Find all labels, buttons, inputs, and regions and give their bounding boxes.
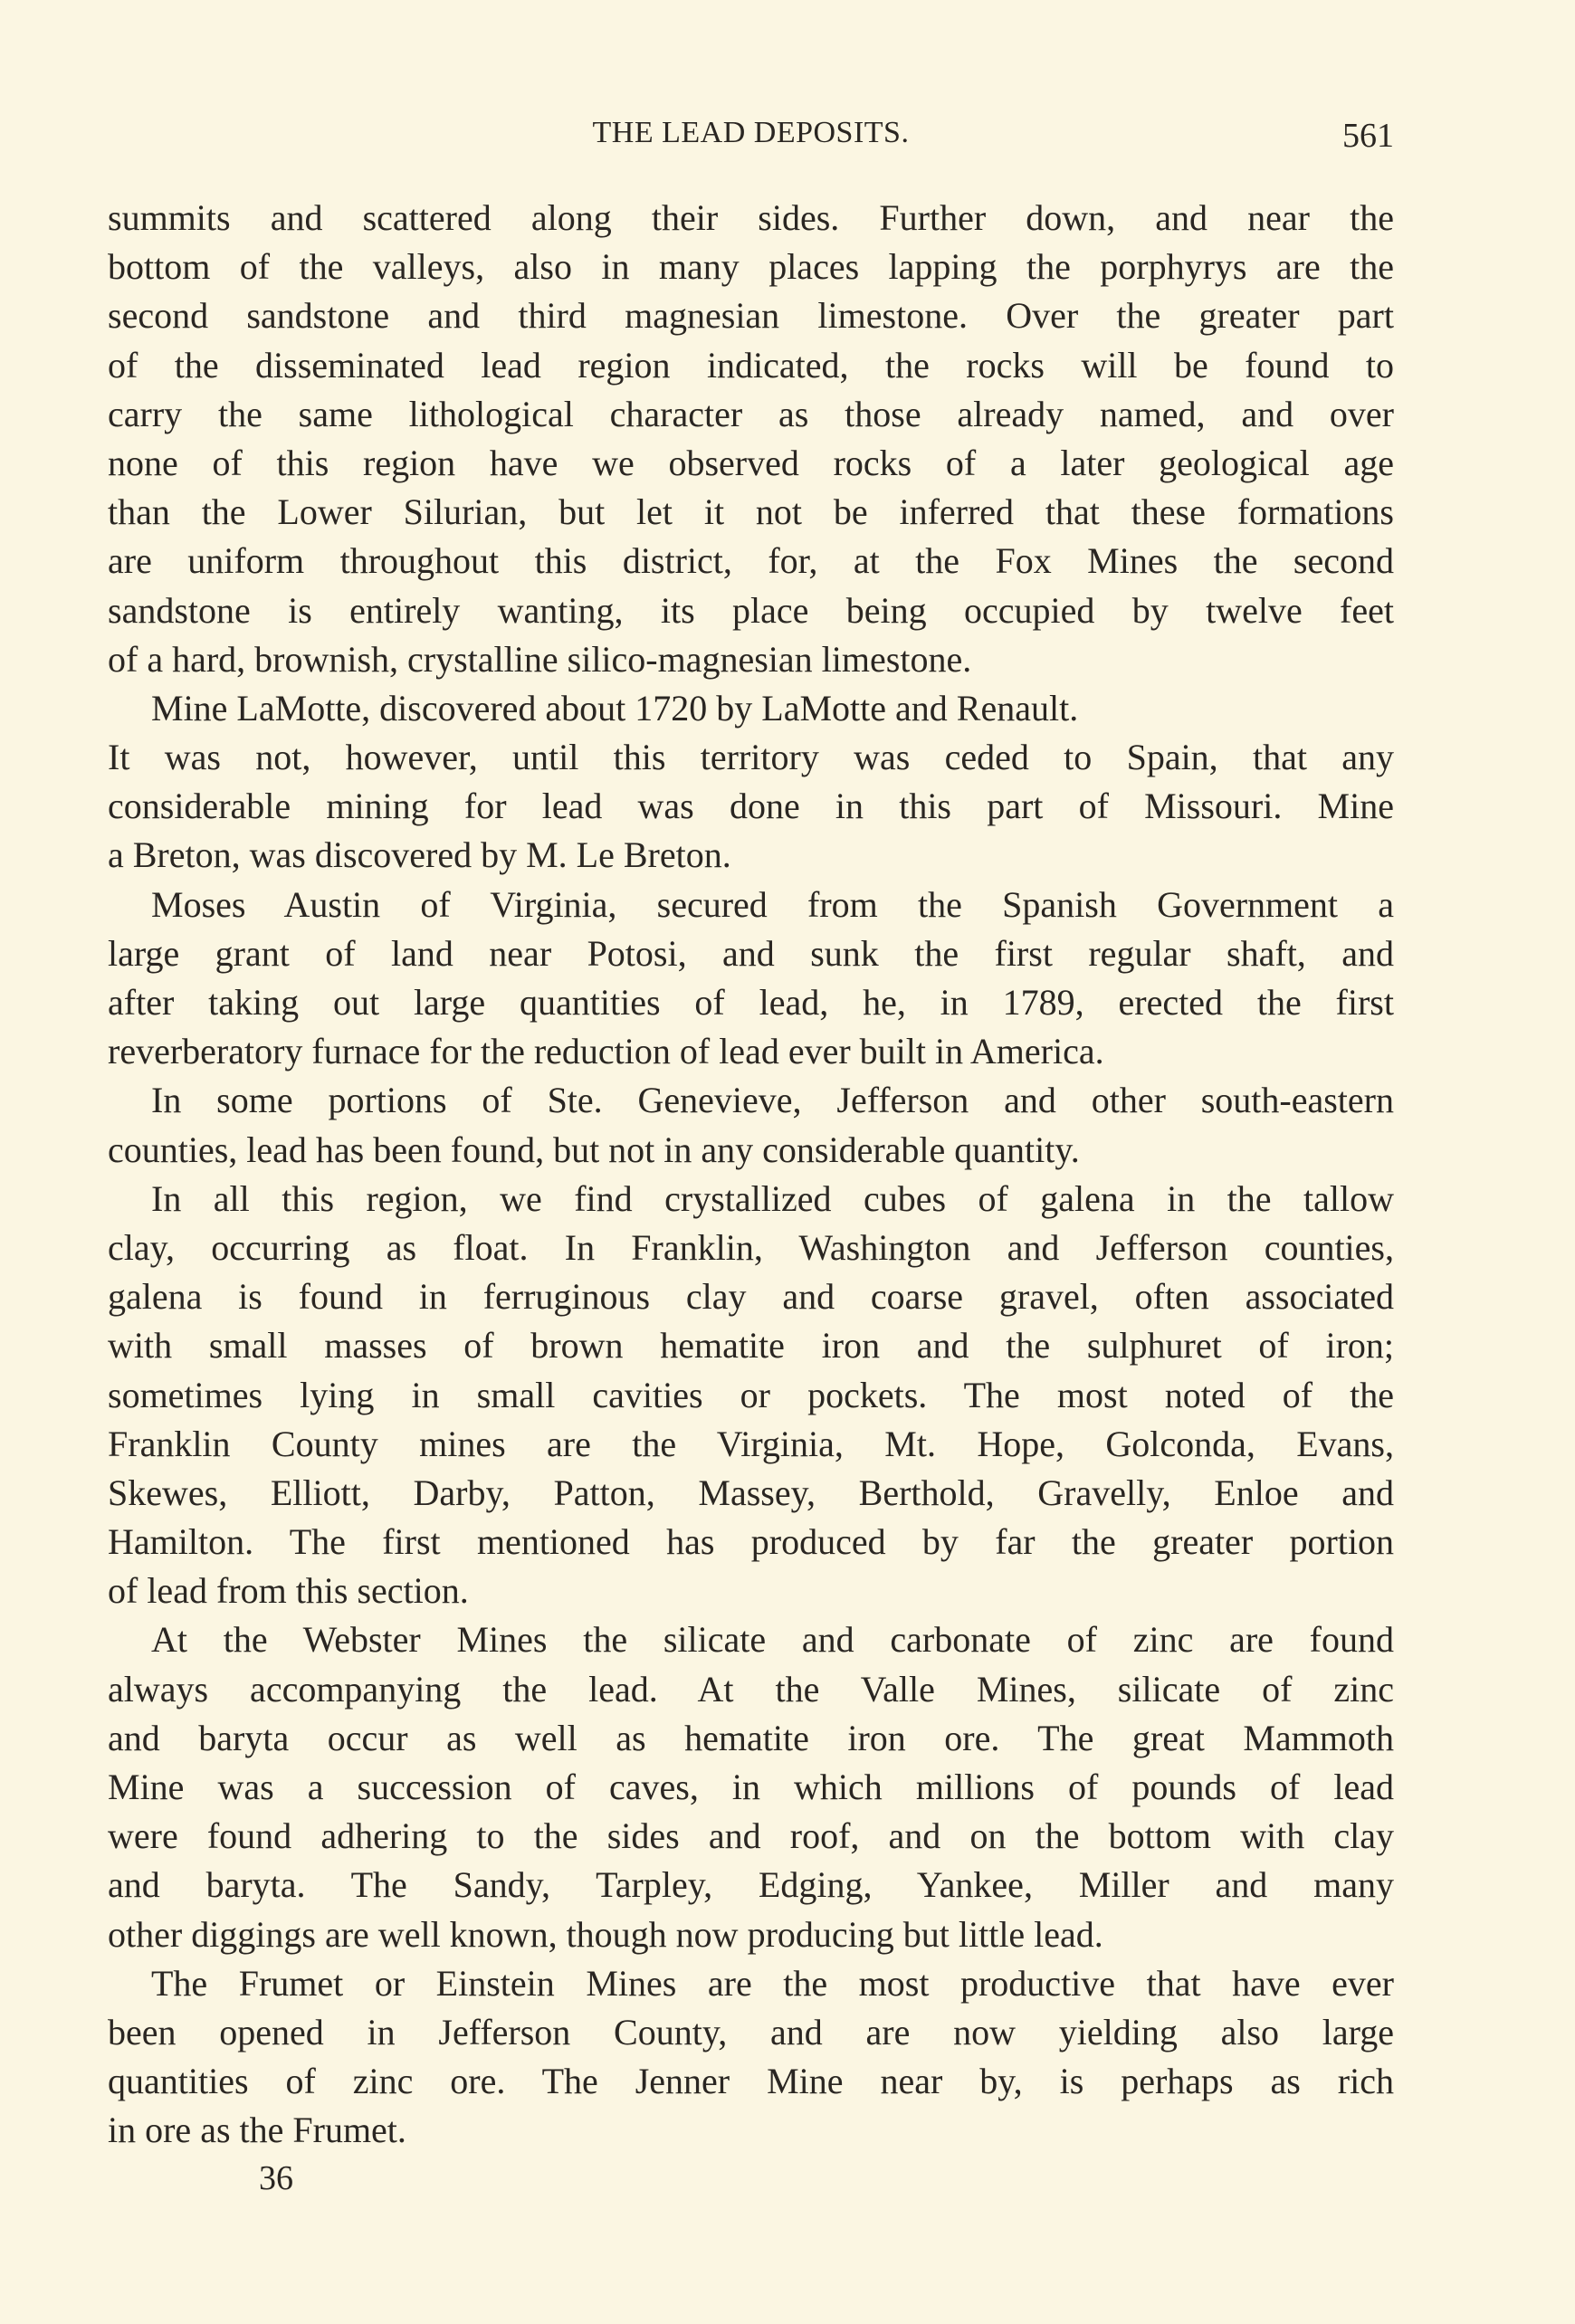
text-line: In some portions of Ste. Genevieve, Jefferson and other south-eastern (151, 1080, 1394, 1121)
body-text (108, 194, 1394, 2156)
text-line: after taking out large quantities of lead, he, in 1789, erected the first (108, 982, 1394, 1023)
text-line: sometimes lying in small cavities or pockets. The most noted of the (108, 1374, 1394, 1415)
text-line: other diggings are well known, though now producing but little lead. (108, 1913, 1103, 1955)
text-line: At the Webster Mines the silicate and carbonate of zinc are found (151, 1619, 1394, 1661)
text-line: carry the same lithological character as those already named, and over (108, 393, 1394, 434)
text-line: The Frumet or Einstein Mines are the most productive that have ever (151, 1962, 1394, 2004)
text-line: are uniform throughout this district, for, at the Fox Mines the second (108, 540, 1394, 582)
text-line: Hamilton. The first mentioned has produced by far the greater portion (108, 1521, 1394, 1563)
text-line: of lead from this section. (108, 1570, 469, 1612)
text-line: a Breton, was discovered by M. Le Breton. (108, 834, 731, 876)
text-line: always accompanying the lead. At the Valle Mines, silicate of zinc (108, 1668, 1394, 1710)
text-line: with small masses of brown hematite iron and the sulphuret of iron; (108, 1325, 1394, 1367)
text-line: large grant of land near Potosi, and sunk the first regular shaft, and (108, 932, 1394, 974)
text-line: In all this region, we find crystallized cubes of galena in the tallow (151, 1177, 1394, 1219)
text-line: reverberatory furnace for the reduction of lead ever built in America. (108, 1031, 1104, 1072)
text-line: counties, lead has been found, but not in any considerable quantity. (108, 1129, 1080, 1170)
text-line: bottom of the valleys, also in many places lapping the porphyrys are the (108, 246, 1394, 288)
text-line: quantities of zinc ore. The Jenner Mine near by, is perhaps as rich (108, 2061, 1394, 2102)
text-line: and baryta occur as well as hematite iron ore. The great Mammoth (108, 1717, 1394, 1758)
text-line: summits and scattered along their sides. Further down, and near the (108, 197, 1394, 238)
signature-mark: 36 (259, 2159, 293, 2197)
text-line: Mine LaMotte, discovered about 1720 by LaMotte and Renault. (151, 687, 1079, 729)
text-line: were found adhering to the sides and roof, and on the bottom with clay (108, 1815, 1394, 1857)
running-head-title: THE LEAD DEPOSITS. (592, 116, 910, 149)
text-line: considerable mining for lead was done in this part of Missouri. Mine (108, 786, 1394, 827)
text-line: been opened in Jefferson County, and are now yielding also large (108, 2011, 1394, 2053)
text-line: than the Lower Silurian, but let it not be inferred that these formations (108, 491, 1394, 533)
text-line: none of this region have we observed rocks of a later geological age (108, 442, 1394, 483)
text-line: of a hard, brownish, crystalline silico-magnesian limestone. (108, 638, 972, 680)
text-line: It was not, however, until this territory was ceded to Spain, that any (108, 737, 1394, 778)
text-line: Skewes, Elliott, Darby, Patton, Massey, Berthold, Gravelly, Enloe and (108, 1472, 1394, 1513)
text-line: Franklin County mines are the Virginia, Mt. Hope, Golconda, Evans, (108, 1423, 1394, 1464)
text-line: clay, occurring as float. In Franklin, Washington and Jefferson counties, (108, 1226, 1394, 1268)
text-line: sandstone is entirely wanting, its place being occupied by twelve feet (108, 589, 1394, 631)
page-number: 561 (1342, 117, 1394, 155)
running-head (108, 116, 1394, 156)
text-line: Mine was a succession of caves, in which millions of pounds of lead (108, 1767, 1394, 1807)
text-line: galena is found in ferruginous clay and coarse gravel, often associated (108, 1276, 1394, 1318)
text-line: of the disseminated lead region indicated, the rocks will be found to (108, 344, 1394, 386)
text-line: Moses Austin of Virginia, secured from the Spanish Government a (151, 883, 1394, 925)
text-line: in ore as the Frumet. (108, 2110, 406, 2151)
text-line: and baryta. The Sandy, Tarpley, Edging, Yankee, Miller and many (108, 1864, 1394, 1906)
text-line: second sandstone and third magnesian limestone. Over the greater part (108, 295, 1394, 337)
